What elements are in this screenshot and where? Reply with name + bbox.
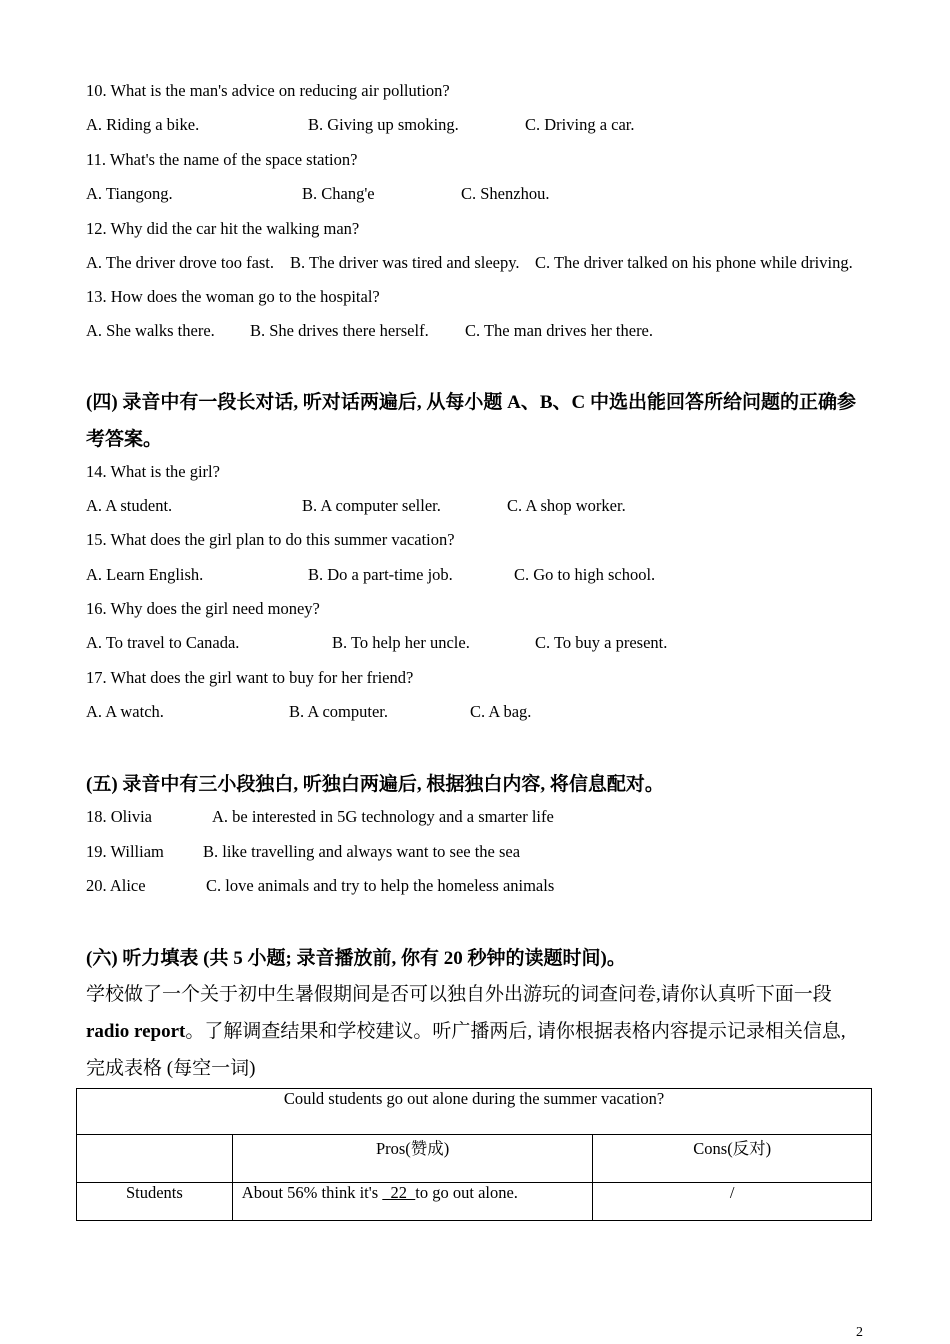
section-6-intro-line1: 学校做了一个关于初中生暑假期间是否可以独自外出游玩的词查问卷,请你认真听下面一段 [86,984,832,1005]
question-12: 12. Why did the car hit the walking man? [86,219,360,238]
pros-cell [232,1183,593,1221]
question-17: 17. What does the girl want to buy for her friend? [86,668,414,687]
option-a: A. Riding a bike. [86,115,200,134]
option-c: C. To buy a present. [535,633,668,652]
match-name: 20. Alice [86,876,146,895]
option-c: C. Shenzhou. [461,184,550,203]
match-name: 18. Olivia [86,807,152,826]
table-title: Could students go out alone during the summer vacation? [77,1089,872,1135]
question-15: 15. What does the girl plan to do this summer vacation? [86,530,455,549]
option-a: A. The driver drove too fast. [86,253,275,272]
option-b: B. Giving up smoking. [308,115,459,134]
option-c: C. A bag. [470,702,532,721]
row-label-students: Students [77,1183,233,1221]
section-6-intro-line2 [86,1016,846,1043]
option-b: B. The driver was tired and sleepy. [290,253,520,272]
radio-report-term: radio report [86,1021,186,1042]
question-11: 11. What's the name of the space station? [86,150,358,169]
match-option: A. be interested in 5G technology and a smarter life [212,807,554,826]
option-a: A. Tiangong. [86,184,173,203]
match-option: B. like travelling and always want to see the sea [203,842,521,861]
match-name: 19. William [86,842,164,861]
option-b: B. A computer. [289,702,388,721]
option-b: B. She drives there herself. [250,321,429,340]
pros-text-before: About 56% think it's [241,1183,383,1202]
option-c: C. Driving a car. [525,115,635,134]
question-10: 10. What is the man's advice on reducing air pollution? [86,81,450,100]
option-a: A. Learn English. [86,565,204,584]
option-c: C. A shop worker. [507,496,626,515]
table-title-row [77,1089,872,1135]
option-a: A. She walks there. [86,321,215,340]
match-option: C. love animals and try to help the homeless animals [206,876,555,895]
section-4-heading-line1: (四) 录音中有一段长对话, 听对话两遍后, 从每小题 A、B、C 中选出能回答所给问题的正确参 [86,392,857,413]
intro-line2-rest: 。了解调查结果和学校建议。听广播两后, 请你根据表格内容提示记录相关信息, [185,1021,846,1042]
option-a: A. A student. [86,496,173,515]
section-5-heading: (五) 录音中有三小段独白, 听独白两遍后, 根据独白内容, 将信息配对。 [86,774,664,795]
option-c: C. Go to high school. [514,565,656,584]
header-cons: Cons(反对) [593,1135,872,1183]
section-6-heading: (六) 听力填表 (共 5 小题; 录音播放前, 你有 20 秒钟的读题时间)。 [86,948,626,969]
option-b: B. Chang'e [302,184,375,203]
option-c: C. The driver talked on his phone while driving. [535,253,853,272]
cons-cell: / [593,1183,872,1221]
page-number: 2 [856,1325,863,1340]
section-4-heading-line2: 考答案。 [86,429,163,450]
option-a: A. To travel to Canada. [86,633,240,652]
section-6-intro-line3: 完成表格 (每空一词) [86,1058,256,1079]
table-row [77,1183,872,1221]
option-b: B. A computer seller. [302,496,441,515]
header-empty-cell [77,1135,233,1183]
survey-table [76,1088,872,1221]
blank-22[interactable]: 22 [382,1183,416,1202]
question-16: 16. Why does the girl need money? [86,599,320,618]
option-b: B. Do a part-time job. [308,565,453,584]
question-14: 14. What is the girl? [86,462,220,481]
header-pros: Pros(赞成) [232,1135,593,1183]
table-header-row [77,1135,872,1183]
option-c: C. The man drives her there. [465,321,654,340]
question-13: 13. How does the woman go to the hospital? [86,287,380,306]
option-a: A. A watch. [86,702,164,721]
option-b: B. To help her uncle. [332,633,470,652]
pros-text-after: to go out alone. [415,1183,518,1202]
